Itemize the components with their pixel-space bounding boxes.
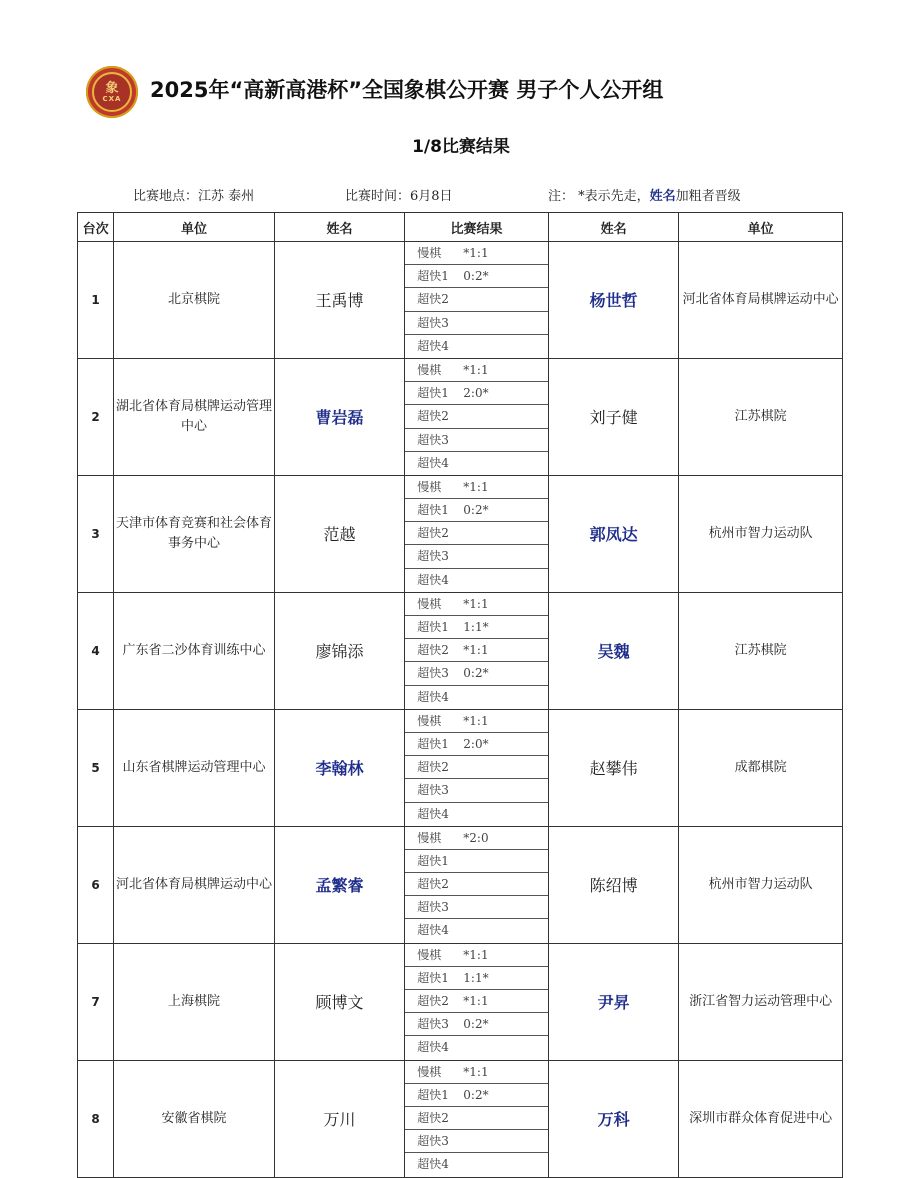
game-type-label: 慢棋 [417,713,442,728]
match-row [78,709,843,826]
game-type-label: 超快2 [417,1110,449,1125]
game-type-label: 超快4 [417,806,449,821]
game-score: *1:1 [463,1064,489,1079]
game-result [405,639,548,662]
game-result [405,803,548,826]
game-type-label: 超快3 [417,315,449,330]
player-right-name: 赵攀伟 [548,709,679,826]
cxa-logo [86,66,138,118]
game-type-label: 超快1 [417,970,449,985]
game-score: 0:2* [463,503,489,518]
header-round: 台次 [78,213,114,242]
match-row [78,592,843,709]
game-result [405,779,548,802]
game-result [405,733,548,756]
game-type-label: 超快1 [417,620,449,634]
player-left-name: 廖锦添 [274,592,405,709]
game-type-label: 超快3 [417,549,449,564]
round-number: 1 [78,242,114,359]
game-type-label: 超快3 [417,666,449,681]
round-number: 8 [78,1060,114,1177]
unit-right: 河北省体育局棋牌运动中心 [679,242,843,359]
match-time: 比赛时间：6月8日 [345,189,453,204]
game-result [405,990,548,1013]
game-type-label: 超快4 [417,923,449,938]
game-result [405,1153,548,1176]
game-score: *1:1 [463,994,489,1008]
logo-text: CXA [102,94,122,103]
game-result [405,850,548,873]
round-number: 3 [78,475,114,592]
player-right-name: 刘子健 [548,358,679,475]
unit-right: 浙江省智力运动管理中心 [679,943,843,1060]
header-name-left: 姓名 [274,213,405,242]
game-type-label: 超快1 [417,853,449,868]
game-result [405,593,548,616]
document-subtitle: 1/8比赛结果 [412,137,510,157]
unit-left: 天津市体育竞赛和社会体育事务中心 [114,475,275,592]
game-score: 1:1* [463,620,489,634]
game-type-label: 超快1 [417,503,449,518]
match-row [78,826,843,943]
game-result [405,756,548,779]
game-results [405,709,549,826]
game-score: 1:1* [463,970,489,985]
game-type-label: 慢棋 [417,246,442,260]
game-result [405,522,548,545]
game-score: *1:1 [463,479,489,494]
game-type-label: 超快2 [417,526,449,541]
game-type-label: 超快4 [417,1157,449,1172]
player-left-name: 王禹博 [274,242,405,359]
game-result [405,312,548,335]
player-right-name: 吴魏 [548,592,679,709]
player-left-name: 万川 [274,1060,405,1177]
game-result [405,265,548,288]
unit-right: 江苏棋院 [679,592,843,709]
game-result [405,1061,548,1084]
game-result [405,1107,548,1130]
game-result [405,1013,548,1036]
game-result [405,569,548,592]
unit-right: 成都棋院 [679,709,843,826]
player-left-name: 顾博文 [274,943,405,1060]
player-right-name: 尹昇 [548,943,679,1060]
game-type-label: 超快3 [417,1134,449,1149]
round-number: 4 [78,592,114,709]
game-type-label: 超快4 [417,689,449,704]
unit-left: 安徽省棋院 [114,1060,275,1177]
unit-left: 山东省棋牌运动管理中心 [114,709,275,826]
game-type-label: 超快2 [417,292,449,307]
game-results [405,242,549,359]
game-type-label: 超快2 [417,994,449,1008]
unit-left: 湖北省体育局棋牌运动管理中心 [114,358,275,475]
cxa-logo-emblem [92,72,132,112]
game-result [405,873,548,896]
round-number: 2 [78,358,114,475]
game-result [405,242,548,265]
game-type-label: 超快2 [417,760,449,775]
results-table [77,212,843,1178]
game-result [405,896,548,919]
game-score: 0:2* [463,1087,489,1102]
game-score: 0:2* [463,666,489,681]
game-result [405,405,548,428]
unit-left: 广东省二沙体育训练中心 [114,592,275,709]
header-name-right: 姓名 [548,213,679,242]
game-result [405,476,548,499]
round-number: 5 [78,709,114,826]
game-score: *1:1 [463,947,489,962]
unit-right: 杭州市智力运动队 [679,826,843,943]
game-type-label: 超快3 [417,432,449,447]
game-score: *2:0 [463,830,489,845]
player-right-name: 陈绍博 [548,826,679,943]
match-location: 比赛地点：江苏 泰州 [133,189,255,204]
player-left-name: 孟繁睿 [274,826,405,943]
game-results [405,1060,549,1177]
game-result [405,429,548,452]
player-left-name: 李翰林 [274,709,405,826]
game-type-label: 慢棋 [417,830,442,845]
game-result [405,616,548,639]
player-right-name: 郭凤达 [548,475,679,592]
game-result [405,335,548,358]
game-result [405,452,548,475]
game-results [405,943,549,1060]
game-score: *1:1 [463,713,489,728]
table-header-row [78,213,843,242]
player-left-name: 曹岩磊 [274,358,405,475]
game-type-label: 超快4 [417,1040,449,1055]
logo-glyph: 象 [105,80,119,96]
results-body [78,242,843,1178]
header-unit-right: 单位 [679,213,843,242]
unit-right: 杭州市智力运动队 [679,475,843,592]
game-result [405,686,548,709]
document-title: 2025年“高新高港杯”全国象棋公开赛 男子个人公开组 [150,78,664,102]
game-type-label: 慢棋 [417,362,442,377]
legend-note-prefix: 注： *表示先走， [548,189,650,204]
game-result [405,545,548,568]
game-score: 0:2* [463,269,489,284]
game-type-label: 慢棋 [417,947,442,962]
unit-left: 北京棋院 [114,242,275,359]
header-result: 比赛结果 [405,213,549,242]
game-type-label: 超快1 [417,269,449,284]
game-type-label: 慢棋 [417,479,442,494]
match-row [78,475,843,592]
game-score: *1:1 [463,246,489,260]
match-row [78,242,843,359]
player-left-name: 范越 [274,475,405,592]
game-type-label: 超快1 [417,1087,449,1102]
game-type-label: 慢棋 [417,1064,442,1079]
game-score: 2:0* [463,386,489,401]
unit-left: 河北省体育局棋牌运动中心 [114,826,275,943]
game-type-label: 超快2 [417,409,449,424]
unit-right: 江苏棋院 [679,358,843,475]
round-number: 6 [78,826,114,943]
game-type-label: 慢棋 [417,596,442,611]
game-result [405,1036,548,1059]
game-type-label: 超快1 [417,736,449,751]
match-row [78,1060,843,1177]
game-result [405,359,548,382]
game-type-label: 超快3 [417,1017,449,1032]
player-right-name: 万科 [548,1060,679,1177]
game-result [405,288,548,311]
game-type-label: 超快3 [417,783,449,798]
player-right-name: 杨世哲 [548,242,679,359]
game-results [405,592,549,709]
unit-right: 深圳市群众体育促进中心 [679,1060,843,1177]
game-result [405,499,548,522]
unit-left: 上海棋院 [114,943,275,1060]
game-results [405,826,549,943]
match-row [78,943,843,1060]
header-unit-left: 单位 [114,213,275,242]
game-type-label: 超快3 [417,900,449,915]
game-score: 0:2* [463,1017,489,1032]
game-result [405,662,548,685]
game-type-label: 超快1 [417,386,449,401]
game-score: *1:1 [463,643,489,658]
legend-note-bold: 姓名 [649,189,676,204]
game-result [405,1084,548,1107]
game-type-label: 超快2 [417,643,449,658]
round-number: 7 [78,943,114,1060]
legend-note [548,185,741,204]
game-score: *1:1 [463,596,489,611]
game-result [405,919,548,942]
game-result [405,382,548,405]
game-result [405,944,548,967]
match-row [78,358,843,475]
game-result [405,967,548,990]
game-score: *1:1 [463,362,489,377]
game-result [405,827,548,850]
game-result [405,710,548,733]
game-type-label: 超快4 [417,455,449,470]
legend-note-suffix: 加粗者晋级 [675,189,741,204]
game-type-label: 超快4 [417,338,449,353]
game-type-label: 超快4 [417,572,449,587]
game-type-label: 超快2 [417,877,449,892]
game-results [405,475,549,592]
game-results [405,358,549,475]
game-score: 2:0* [463,736,489,751]
